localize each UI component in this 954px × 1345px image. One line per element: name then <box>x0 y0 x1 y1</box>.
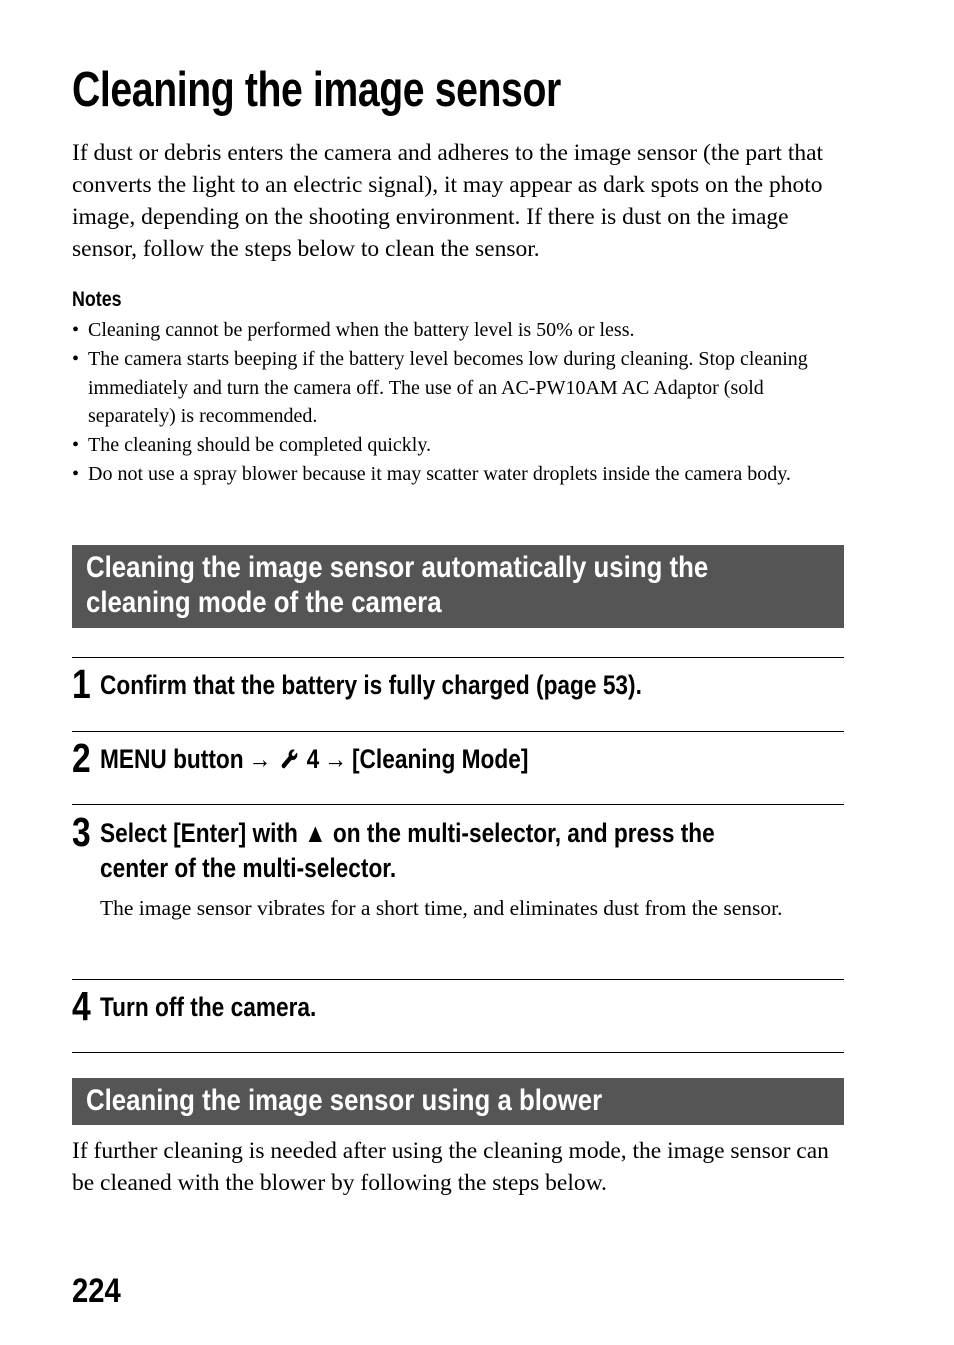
notes-list <box>72 316 832 489</box>
divider <box>72 804 844 805</box>
bullet: • <box>72 462 80 485</box>
arrow-icon: → <box>324 744 347 774</box>
section-heading-band <box>72 545 844 628</box>
menu-button-label: MENU button <box>100 744 244 774</box>
step-text: Turn off the camera. <box>100 992 317 1022</box>
divider <box>72 979 844 980</box>
menu-item-label: [Cleaning Mode] <box>351 744 529 774</box>
intro-paragraph: If dust or debris enters the camera and adheres to the image sensor (the part that converts the light to an electric signal), it may appear as dark spots on the photo image, depending on the shooting environment. If there is dust on the image sensor, follow the steps below to clean the sensor. <box>72 140 824 262</box>
arrow-icon: → <box>248 744 272 774</box>
step-text: Confirm that the battery is fully charged (page 53). <box>100 670 642 700</box>
section-heading-band <box>72 1078 844 1125</box>
wrench-icon <box>280 747 300 771</box>
note-text: The camera starts beeping if the battery level becomes low during cleaning. Stop cleaning immediately and turn the camera off. The use of an AC-PW10AM AC Adaptor (sold separately) is recommended. <box>88 347 808 428</box>
section-heading: Cleaning the image sensor using a blower <box>86 1084 603 1117</box>
note-text: Cleaning cannot be performed when the battery level is 50% or less. <box>88 319 635 341</box>
section-heading-line: cleaning mode of the camera <box>86 586 442 619</box>
step-text <box>100 742 528 777</box>
section-heading-line: Cleaning the image sensor automatically using the <box>86 551 709 584</box>
step-number: 2 <box>72 735 91 781</box>
section-heading <box>86 550 708 620</box>
note-item <box>72 345 832 431</box>
page-title: Cleaning the image sensor <box>72 63 561 117</box>
step-description: The image sensor vibrates for a short time, and eliminates dust from the sensor. <box>100 896 783 920</box>
divider <box>72 1052 844 1053</box>
note-item <box>72 316 832 345</box>
divider <box>72 731 844 732</box>
step-number: 3 <box>72 809 91 855</box>
step-number: 1 <box>72 661 91 707</box>
bullet: • <box>72 347 80 370</box>
bullet: • <box>72 434 80 457</box>
note-text: The cleaning should be completed quickly. <box>88 434 432 457</box>
notes-heading: Notes <box>72 288 122 311</box>
step-number: 4 <box>72 983 91 1029</box>
note-item <box>72 460 832 489</box>
section-body: If further cleaning is needed after using the cleaning mode, the image sensor can be cleaned with the blower by following the steps below. <box>72 1138 829 1196</box>
page-number: 224 <box>72 1272 121 1310</box>
divider <box>72 657 844 658</box>
step-text <box>100 816 715 886</box>
step-text-line: Select [Enter] with ▲ on the multi-selector, and press the <box>100 818 715 848</box>
step-text-line: center of the multi-selector. <box>100 853 397 883</box>
note-item <box>72 431 832 460</box>
bullet: • <box>72 319 80 341</box>
setup-page-number: 4 <box>306 744 320 774</box>
note-text: Do not use a spray blower because it may scatter water droplets inside the camera body. <box>88 462 791 485</box>
